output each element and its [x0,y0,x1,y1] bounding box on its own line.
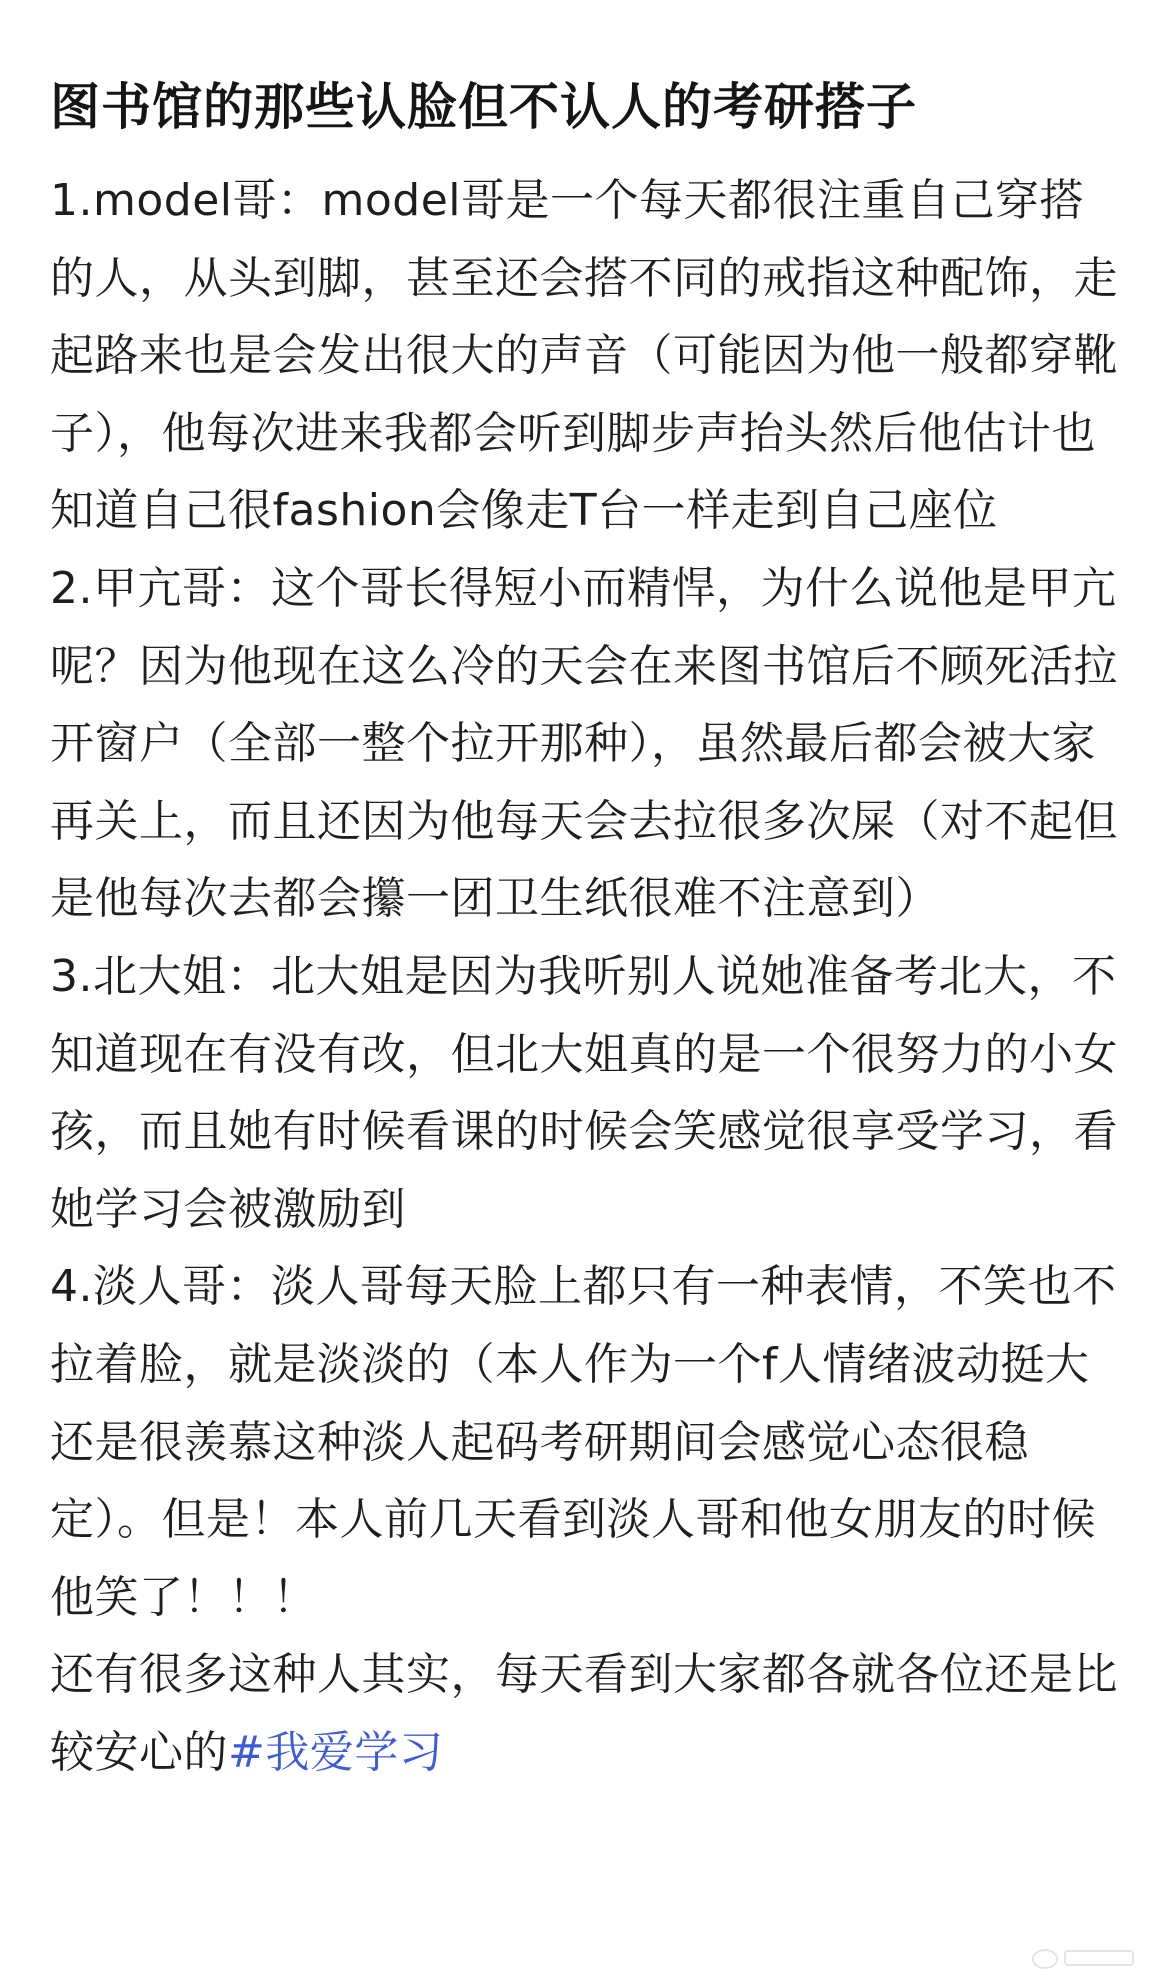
post-body [50,162,1120,1791]
watermark-logo [1030,1942,1140,1972]
post-title: 图书馆的那些认脸但不认人的考研搭子 [50,78,917,136]
closing-text: 还有很多这种人其实，每天看到大家都各就各位还是比较安心的 [50,1649,1118,1778]
paragraph-beida-jie: 3.北大姐：北大姐是因为我听别人说她准备考北大，不知道现在有没有改，但北大姐真的是一个很努力的小女孩，而且她有时候看课的时候会笑感觉很享受学习，看她学习会被激励到 [50,950,1118,1235]
paragraph-jiakang-ge: 2.甲亢哥：这个哥长得短小而精悍，为什么说他是甲亢呢？因为他现在这么冷的天会在来图书馆后不顾死活拉开窗户（全部一整个拉开那种），虽然最后都会被大家再关上，而且还因为他每天会去拉很多次屎（对不起但是他每次去都会攥一团卫生纸很难不注意到） [50,562,1118,925]
paragraph-model-ge: 1.model哥：model哥是一个每天都很注重自己穿搭的人，从头到脚，甚至还会搭不同的戒指这种配饰，走起路来也是会发出很大的声音（可能因为他一般都穿靴子），他每次进来我都会听到脚步声抬头然后他估计也知道自己很fashion会像走T台一样走到自己座位 [50,175,1118,537]
paragraph-closing [50,1636,1120,1791]
hashtag-link[interactable]: #我爱学习 [228,1726,444,1778]
post-content [50,52,1120,1791]
paragraph-danren-ge: 4.淡人哥：淡人哥每天脸上都只有一种表情，不笑也不拉着脸，就是淡淡的（本人作为一个f人情绪波动挺大还是很羡慕这种淡人起码考研期间会感觉心态很稳定）。但是！本人前几天看到淡人哥和他女朋友的时候他笑了！！！ [50,1261,1117,1623]
